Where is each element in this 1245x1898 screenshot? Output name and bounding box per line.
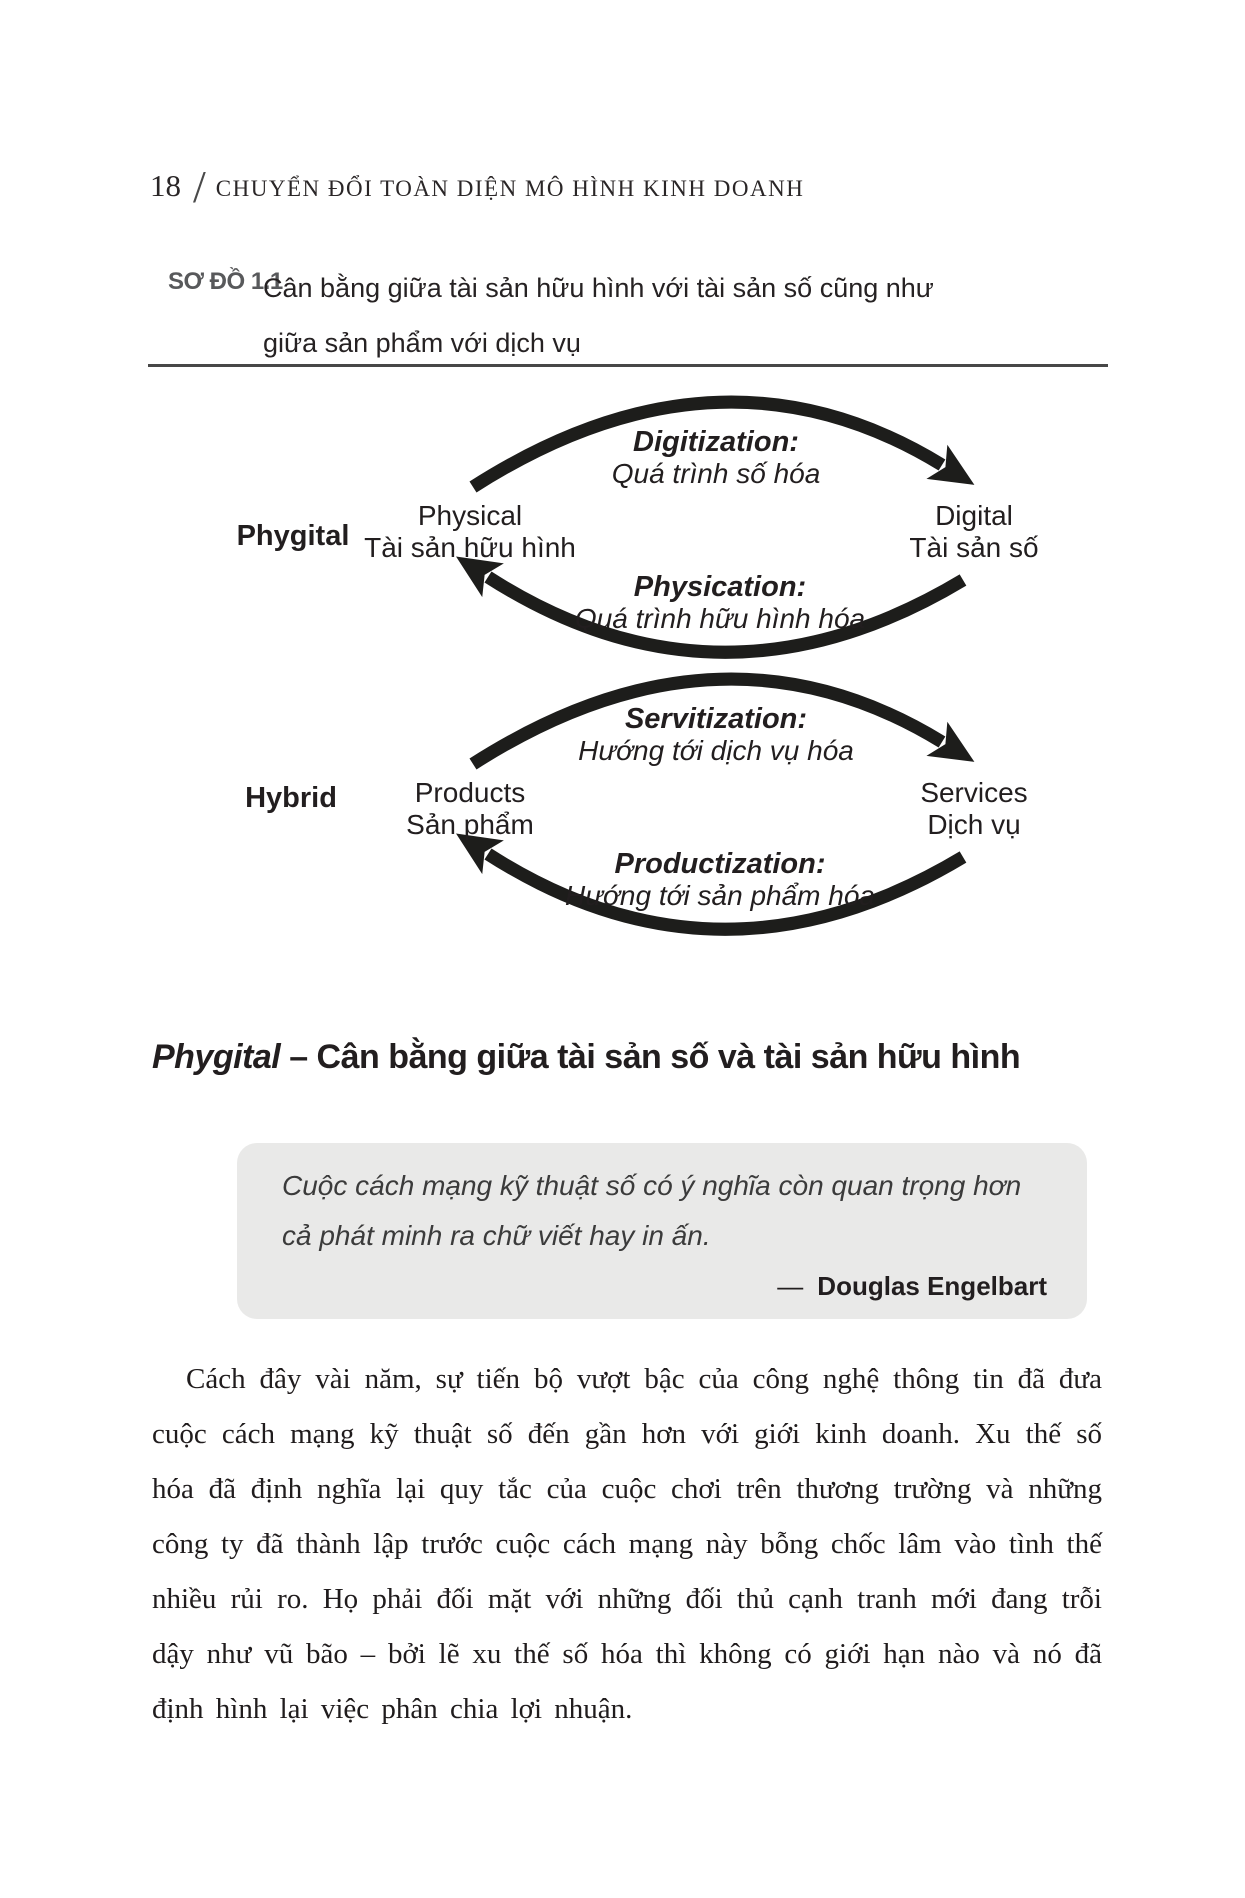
node-products-vi: Sản phẩm (406, 809, 534, 840)
quote-text: Cuộc cách mạng kỹ thuật số có ý nghĩa còn quan trọng hơn cả phát minh ra chữ viết hay in ấn. (282, 1170, 1022, 1251)
process-physication (575, 572, 865, 634)
row-label-hybrid: Hybrid (245, 782, 337, 814)
section-heading-keyword: Phygital (152, 1038, 281, 1076)
node-digital (909, 500, 1038, 564)
quote-attribution-dash: — (777, 1271, 804, 1301)
process-digitization-vi: Quá trình số hóa (611, 458, 821, 489)
figure-rule (148, 364, 1108, 367)
node-services-vi: Dịch vụ (927, 809, 1021, 840)
node-physical-vi: Tài sản hữu hình (364, 532, 576, 563)
process-physication-en: Physication: (633, 571, 807, 603)
body-paragraph: Cách đây vài năm, sự tiến bộ vượt bậc của công nghệ thông tin đã đưa cuộc cách mạng kỹ thuật số đến gần hơn với giới kinh doanh. Xu thế số hóa đã định nghĩa lại quy tắc của cuộc chơi trên thương trường và những công ty đã thành lập trước cuộc cách mạng này bỗng chốc lâm vào tình thế nhiều rủi ro. Họ phải đối mặt với những đối thủ cạnh tranh mới đang trỗi dậy như vũ bão – bởi lẽ xu thế số hóa thì không có giới hạn nào và nó đã định hình lại việc phân chia lợi nhuận. (152, 1363, 1102, 1725)
section-heading (152, 1038, 1132, 1077)
quote-attribution-name: Douglas Engelbart (817, 1271, 1047, 1301)
process-physication-vi: Quá trình hữu hình hóa (574, 603, 866, 634)
node-products (406, 777, 534, 841)
process-digitization-en: Digitization: (633, 426, 799, 458)
process-servitization-en: Servitization: (624, 703, 808, 735)
node-physical-en: Physical (417, 500, 523, 531)
process-servitization (578, 704, 854, 766)
figure-label: SƠ ĐỒ 1.1 (168, 268, 283, 295)
process-digitization (612, 427, 821, 489)
process-productization-en: Productization: (614, 848, 826, 880)
quote-box (237, 1143, 1087, 1319)
quote-attribution (282, 1269, 1047, 1303)
section-heading-rest: – Cân bằng giữa tài sản số và tài sản hữu hình (280, 1038, 1021, 1076)
node-digital-vi: Tài sản số (909, 532, 1039, 563)
row-label-phygital: Phygital (236, 520, 350, 552)
node-services (920, 777, 1027, 841)
node-digital-en: Digital (935, 500, 1013, 531)
running-title: CHUYỂN ĐỔI TOÀN DIỆN MÔ HÌNH KINH DOANH (215, 176, 805, 201)
process-productization-vi: Hướng tới sản phẩm hóa (565, 880, 875, 911)
node-products-en: Products (414, 777, 526, 808)
node-services-en: Services (920, 777, 1028, 808)
page-number: 18 (150, 168, 181, 203)
figure-caption: Cân bằng giữa tài sản hữu hình với tài sản số cũng như giữa sản phẩm với dịch vụ (263, 273, 934, 358)
process-productization (565, 849, 875, 911)
node-physical (364, 500, 576, 564)
process-servitization-vi: Hướng tới dịch vụ hóa (578, 735, 854, 766)
running-head: 18 / CHUYỂN ĐỔI TOÀN DIỆN MÔ HÌNH KINH DOANH (150, 161, 805, 212)
